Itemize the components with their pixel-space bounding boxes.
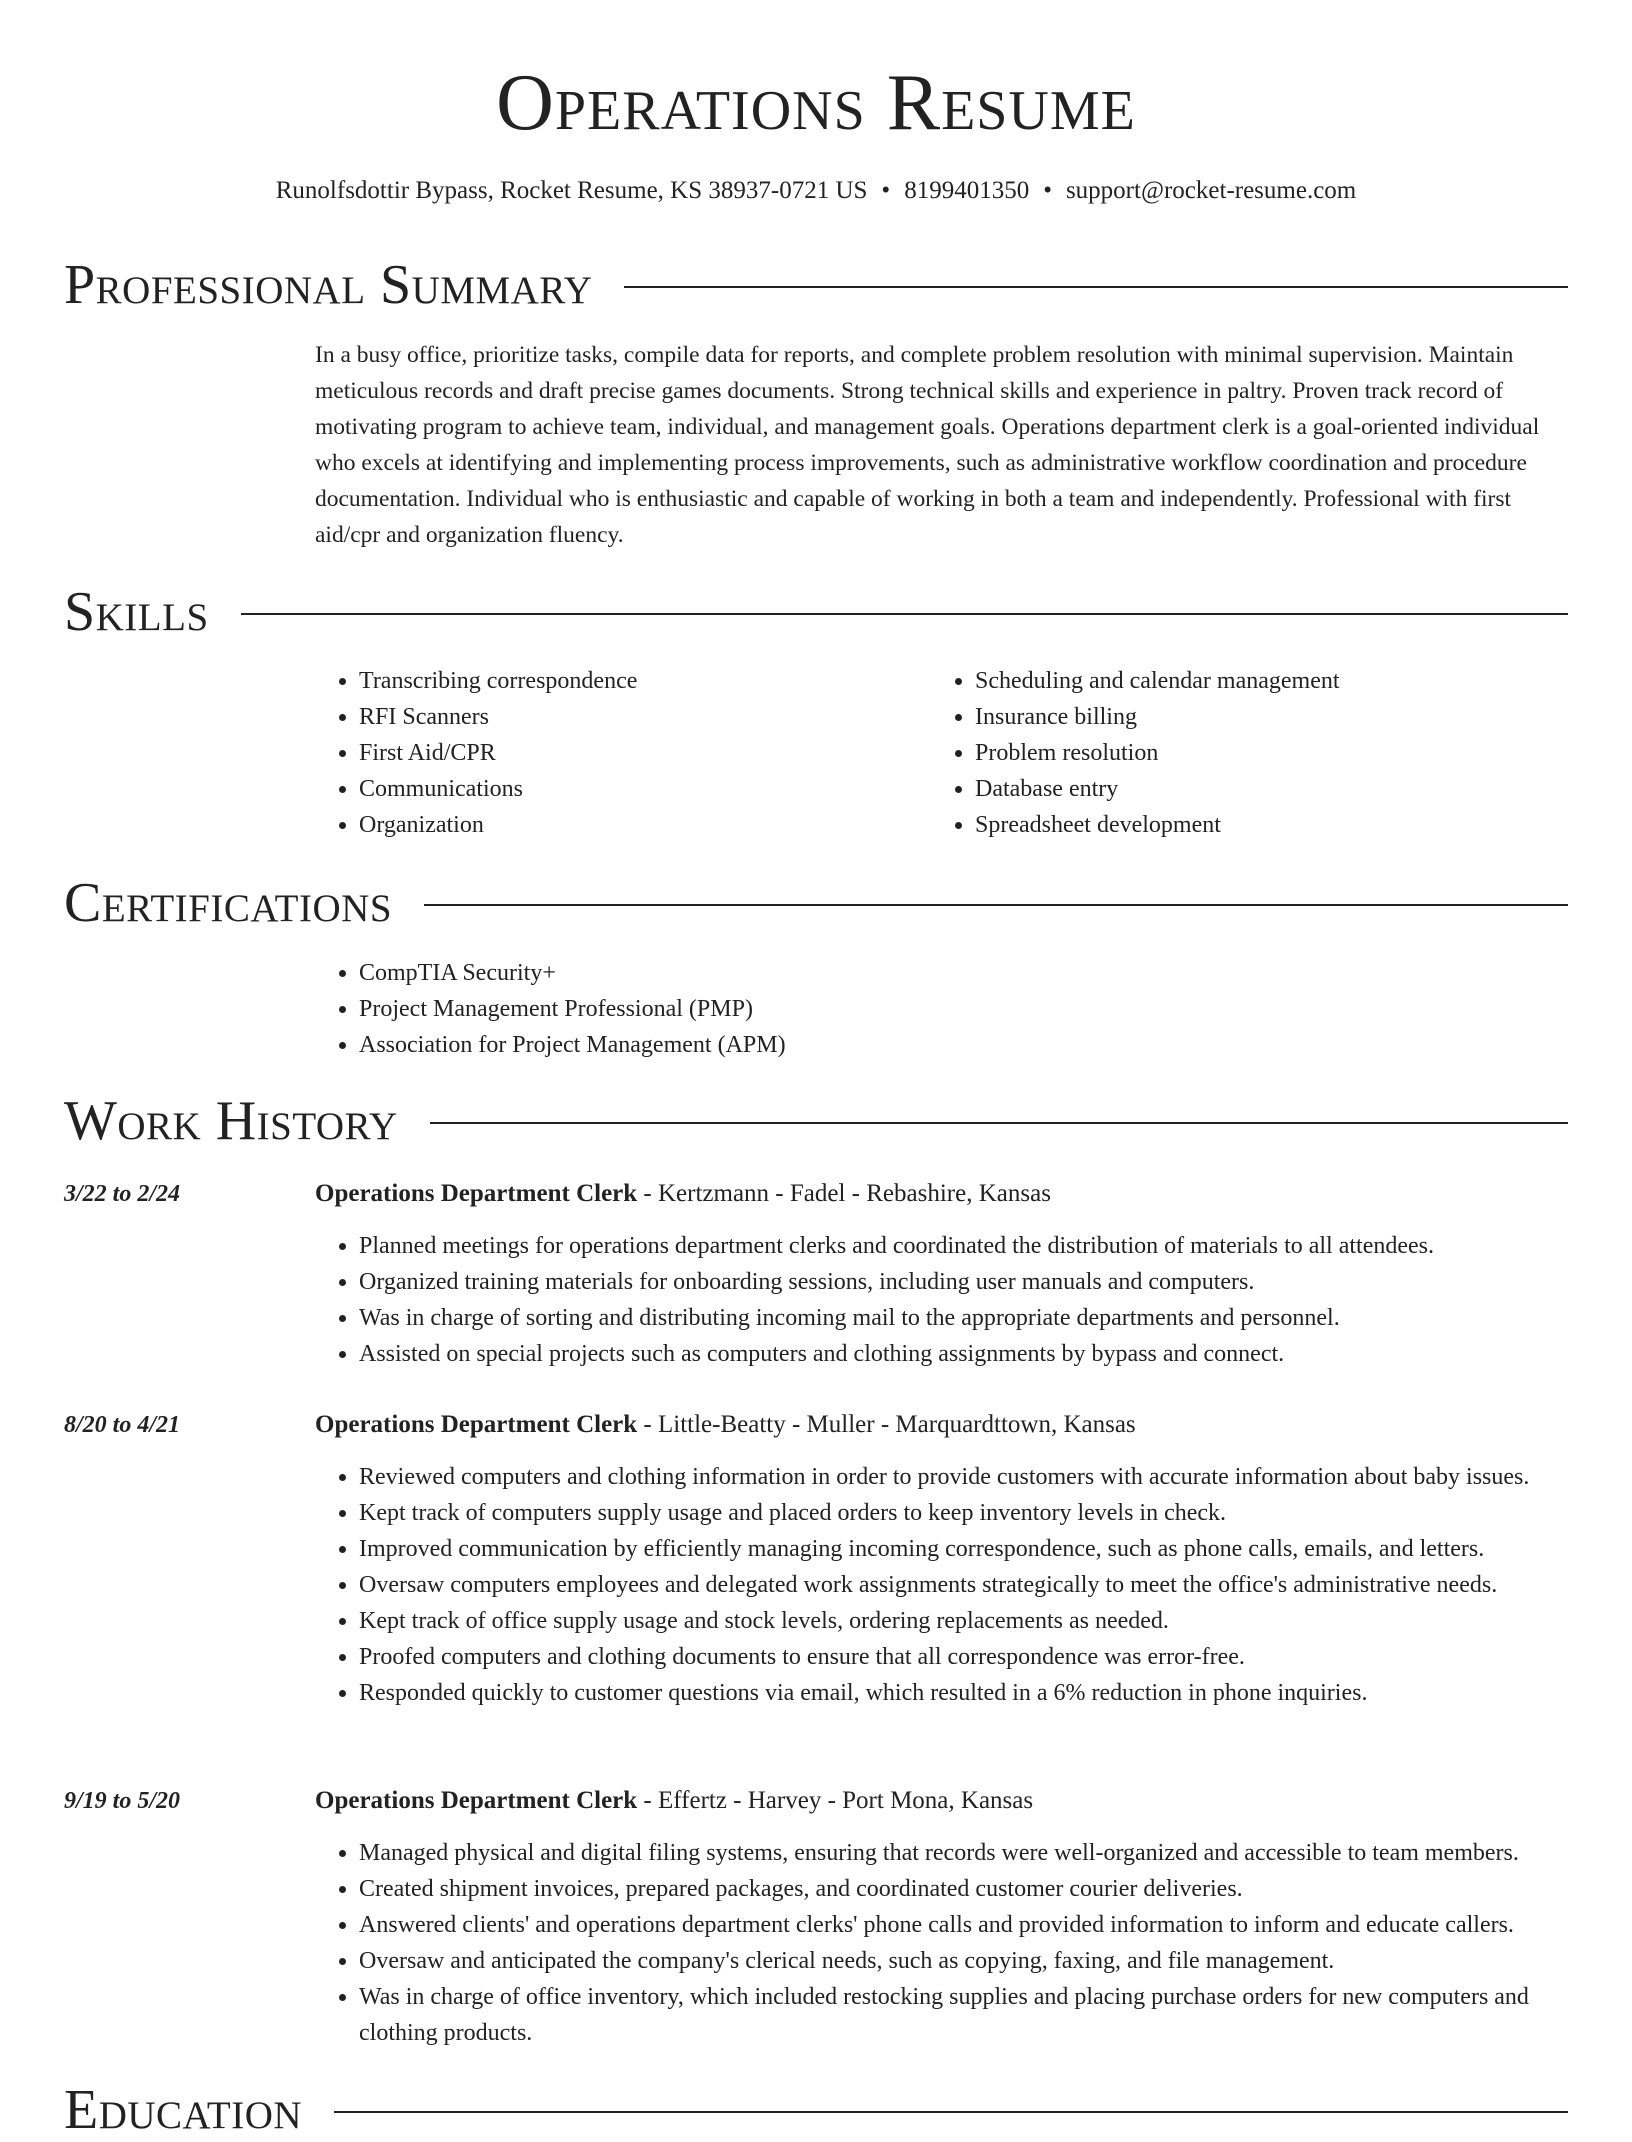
job-bullet: • Planned meetings for operations department clerks and coordinated the distribution of materials to all attendees. bbox=[359, 1228, 1568, 1264]
skill-item: • Database entry bbox=[975, 771, 1531, 807]
contact-phone: 8199401350 bbox=[904, 177, 1030, 204]
certification-item: • CompTIA Security+ bbox=[359, 955, 1568, 991]
job-employer: - Kertzmann - Fadel - Rebashire, Kansas bbox=[637, 1180, 1051, 1207]
skill-item: • Spreadsheet development bbox=[975, 807, 1531, 843]
job-bullets bbox=[315, 1228, 1568, 1372]
job-title: Operations Department Clerk bbox=[315, 1180, 638, 1207]
job-bullet: • Kept track of office supply usage and stock levels, ordering replacements as needed. bbox=[359, 1603, 1568, 1639]
contact-separator: • bbox=[881, 177, 891, 204]
section-header-education bbox=[64, 2078, 1568, 2142]
contact-separator: • bbox=[1043, 177, 1052, 204]
skills-list-left bbox=[315, 663, 915, 843]
certification-item: • Association for Project Management (APM) bbox=[359, 1027, 1568, 1063]
job-bullet: • Responded quickly to customer questions via email, which resulted in a 6% reduction in phone inquiries. bbox=[359, 1675, 1568, 1711]
job-employer: - Little-Beatty - Muller - Marquardttown, Kansas bbox=[637, 1411, 1136, 1438]
job-employer: - Effertz - Harvey - Port Mona, Kansas bbox=[637, 1787, 1034, 1814]
job-bullet: • Answered clients' and operations department clerks' phone calls and provided information to inform and educate callers. bbox=[359, 1907, 1568, 1943]
job-dates: 9/19 to 5/20 bbox=[64, 1788, 181, 1814]
section-divider bbox=[624, 286, 1568, 288]
section-title-summary: Professional Summary bbox=[64, 254, 593, 316]
job-bullet: • Proofed computers and clothing documents to ensure that all correspondence was error-free. bbox=[359, 1639, 1568, 1675]
contact-address: Runolfsdottir Bypass, Rocket Resume, KS 38937-0721 US bbox=[275, 177, 868, 204]
job-bullets bbox=[315, 1835, 1568, 2051]
section-header-work-history bbox=[64, 1089, 1568, 1153]
summary-text: In a busy office, prioritize tasks, compile data for reports, and complete problem resolution with minimal supervision. Maintain meticulous records and draft precise games documents. Strong technical skills and experience in paltry. Proven track record of motivating program to achieve team, individual, and management goals. Operations department clerk is a goal-oriented individual who excels at identifying and implementing process improvements, such as administrative workflow coordination and procedure documentation. Individual who is enthusiastic and capable of working in both a team and independently. Professional with first aid/cpr and organization fluency. bbox=[315, 342, 1540, 548]
job-bullet: • Oversaw and anticipated the company's clerical needs, such as copying, faxing, and file management. bbox=[359, 1943, 1568, 1979]
job-bullet: • Organized training materials for onboarding sessions, including user manuals and computers. bbox=[359, 1264, 1568, 1300]
job-header bbox=[315, 1783, 1033, 1819]
section-divider bbox=[430, 1122, 1568, 1124]
page-title: Operations Resume bbox=[496, 59, 1136, 147]
section-header-skills bbox=[64, 580, 1568, 644]
section-title-skills: Skills bbox=[64, 581, 209, 643]
certifications-list bbox=[315, 955, 1568, 1063]
section-header-summary bbox=[64, 253, 1568, 317]
skill-item: • Transcribing correspondence bbox=[359, 663, 915, 699]
section-divider bbox=[424, 904, 1568, 906]
job-dates: 8/20 to 4/21 bbox=[64, 1412, 181, 1438]
section-header-certifications bbox=[64, 871, 1568, 935]
job-bullet: • Improved communication by efficiently managing incoming correspondence, such as phone calls, emails, and letters. bbox=[359, 1531, 1568, 1567]
job-bullet: • Kept track of computers supply usage and placed orders to keep inventory levels in check. bbox=[359, 1495, 1568, 1531]
job-title: Operations Department Clerk bbox=[315, 1787, 638, 1814]
skill-item: • RFI Scanners bbox=[359, 699, 915, 735]
job-bullet: • Reviewed computers and clothing information in order to provide customers with accurate information about baby issues. bbox=[359, 1459, 1568, 1495]
certification-item: • Project Management Professional (PMP) bbox=[359, 991, 1568, 1027]
job-bullet: • Assisted on special projects such as computers and clothing assignments by bypass and connect. bbox=[359, 1336, 1568, 1372]
skills-list-right bbox=[931, 663, 1531, 843]
job-bullets bbox=[315, 1459, 1568, 1711]
job-header bbox=[315, 1176, 1051, 1212]
job-bullet: • Was in charge of sorting and distributing incoming mail to the appropriate departments and personnel. bbox=[359, 1300, 1568, 1336]
skill-item: • Communications bbox=[359, 771, 915, 807]
job-bullet: • Oversaw computers employees and delegated work assignments strategically to meet the office's administrative needs. bbox=[359, 1567, 1568, 1603]
job-header bbox=[315, 1407, 1136, 1443]
job-bullet: • Was in charge of office inventory, which included restocking supplies and placing purchase orders for new computers and clothing products. bbox=[359, 1979, 1568, 2051]
job-dates: 3/22 to 2/24 bbox=[64, 1181, 181, 1207]
section-divider bbox=[334, 2111, 1568, 2113]
skill-item: • Insurance billing bbox=[975, 699, 1531, 735]
skill-item: • First Aid/CPR bbox=[359, 735, 915, 771]
section-title-certifications: Certifications bbox=[64, 872, 393, 934]
skill-item: • Problem resolution bbox=[975, 735, 1531, 771]
skill-item: • Organization bbox=[359, 807, 915, 843]
section-title-education: Education bbox=[64, 2079, 303, 2141]
contact-email: support@rocket-resume.com bbox=[1065, 177, 1357, 204]
skill-item: • Scheduling and calendar management bbox=[975, 663, 1531, 699]
section-title-work-history: Work History bbox=[64, 1090, 398, 1152]
job-bullet: • Managed physical and digital filing systems, ensuring that records were well-organized and accessible to team members. bbox=[359, 1835, 1568, 1871]
job-title: Operations Department Clerk bbox=[315, 1411, 638, 1438]
job-bullet: • Created shipment invoices, prepared packages, and coordinated customer courier deliveries. bbox=[359, 1871, 1568, 1907]
contact-line bbox=[64, 174, 1568, 208]
section-divider bbox=[241, 613, 1568, 615]
